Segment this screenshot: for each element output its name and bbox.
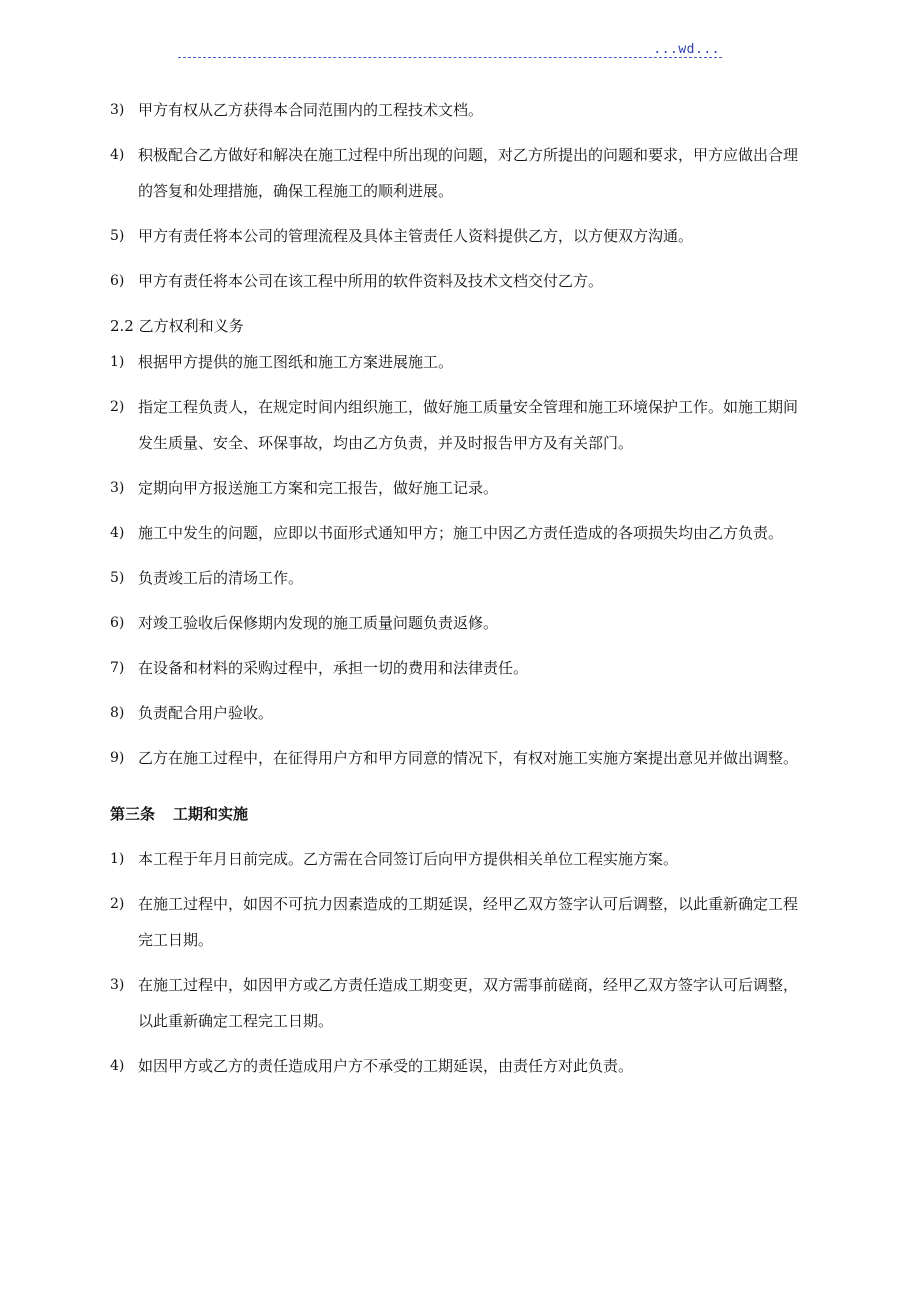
page-header — [178, 40, 722, 62]
item-text: 在设备和材料的采购过程中，承担一切的费用和法律责任。 — [138, 659, 529, 677]
section-title-number: 第三条 — [110, 805, 156, 823]
item-number: 2) — [110, 896, 125, 912]
item-text: 甲方有责任将本公司在该工程中所用的软件资料及技术文档交付乙方。 — [138, 272, 604, 290]
item-text: 积极配合乙方做好和解决在施工过程中所出现的问题，对乙方所提出的问题和要求，甲方应做出合理的答复和处理措施，确保工程施工的顺利进展。 — [138, 146, 799, 200]
list-item — [110, 560, 800, 596]
list-item — [110, 1048, 800, 1084]
item-number: 6) — [110, 273, 125, 289]
item-text: 乙方在施工过程中，在征得用户方和甲方同意的情况下，有权对施工实施方案提出意见并做出调整。 — [138, 749, 799, 767]
item-number: 5) — [110, 228, 125, 244]
list-item — [110, 650, 800, 686]
section-title — [110, 796, 800, 832]
item-text: 施工中发生的问题，应即以书面形式通知甲方；施工中因乙方责任造成的各项损失均由乙方负责。 — [138, 524, 784, 542]
item-text: 根据甲方提供的施工图纸和施工方案进展施工。 — [138, 353, 454, 371]
item-number: 6) — [110, 615, 125, 631]
item-text: 如因甲方或乙方的责任造成用户方不承受的工期延误，由责任方对此负责。 — [138, 1057, 634, 1075]
subsection-heading: 2.2 乙方权利和义务 — [110, 317, 244, 335]
item-text: 在施工过程中，如因甲方或乙方责任造成工期变更，双方需事前磋商，经甲乙双方签字认可后调整，以此重新确定工程完工日期。 — [138, 976, 799, 1030]
item-number: 3) — [110, 102, 125, 118]
item-number: 3) — [110, 977, 125, 993]
list-item — [110, 515, 800, 551]
list-item — [110, 389, 800, 461]
list-item — [110, 344, 800, 380]
list-item — [110, 92, 800, 128]
item-text: 在施工过程中，如因不可抗力因素造成的工期延误，经甲乙双方签字认可后调整，以此重新确定工程完工日期。 — [138, 895, 799, 949]
section-title-text: 工期和实施 — [173, 805, 249, 823]
item-number: 2) — [110, 399, 125, 415]
header-mark: ...wd... — [650, 42, 720, 57]
list-item — [110, 695, 800, 731]
item-text: 甲方有责任将本公司的管理流程及具体主管责任人资料提供乙方，以方便双方沟通。 — [138, 227, 694, 245]
item-text: 负责竣工后的清场工作。 — [138, 569, 304, 587]
list-item — [110, 470, 800, 506]
item-number: 1) — [110, 851, 125, 867]
item-number: 4) — [110, 1058, 125, 1074]
item-number: 9) — [110, 750, 125, 766]
list-item — [110, 841, 800, 877]
item-text: 定期向甲方报送施工方案和完工报告，做好施工记录。 — [138, 479, 499, 497]
list-item — [110, 263, 800, 299]
list-item — [110, 605, 800, 641]
list-item — [110, 137, 800, 209]
item-text: 本工程于年月日前完成。乙方需在合同签订后向甲方提供相关单位工程实施方案。 — [138, 850, 679, 868]
header-dashed-rule — [178, 57, 722, 58]
list-item — [110, 740, 800, 776]
item-number: 1) — [110, 354, 125, 370]
item-number: 4) — [110, 525, 125, 541]
list-item — [110, 218, 800, 254]
item-text: 负责配合用户验收。 — [138, 704, 274, 722]
item-number: 3) — [110, 480, 125, 496]
item-text: 指定工程负责人，在规定时间内组织施工，做好施工质量安全管理和施工环境保护工作。如施工期间发生质量、安全、环保事故，均由乙方负责，并及时报告甲方及有关部门。 — [138, 398, 799, 452]
list-item — [110, 886, 800, 958]
list-item — [110, 967, 800, 1039]
item-text: 甲方有权从乙方获得本合同范围内的工程技术文档。 — [138, 101, 484, 119]
item-text: 对竣工验收后保修期内发现的施工质量问题负责返修。 — [138, 614, 499, 632]
item-number: 5) — [110, 570, 125, 586]
document-body — [110, 92, 800, 1093]
item-number: 4) — [110, 147, 125, 163]
item-number: 8) — [110, 705, 125, 721]
item-number: 7) — [110, 660, 125, 676]
